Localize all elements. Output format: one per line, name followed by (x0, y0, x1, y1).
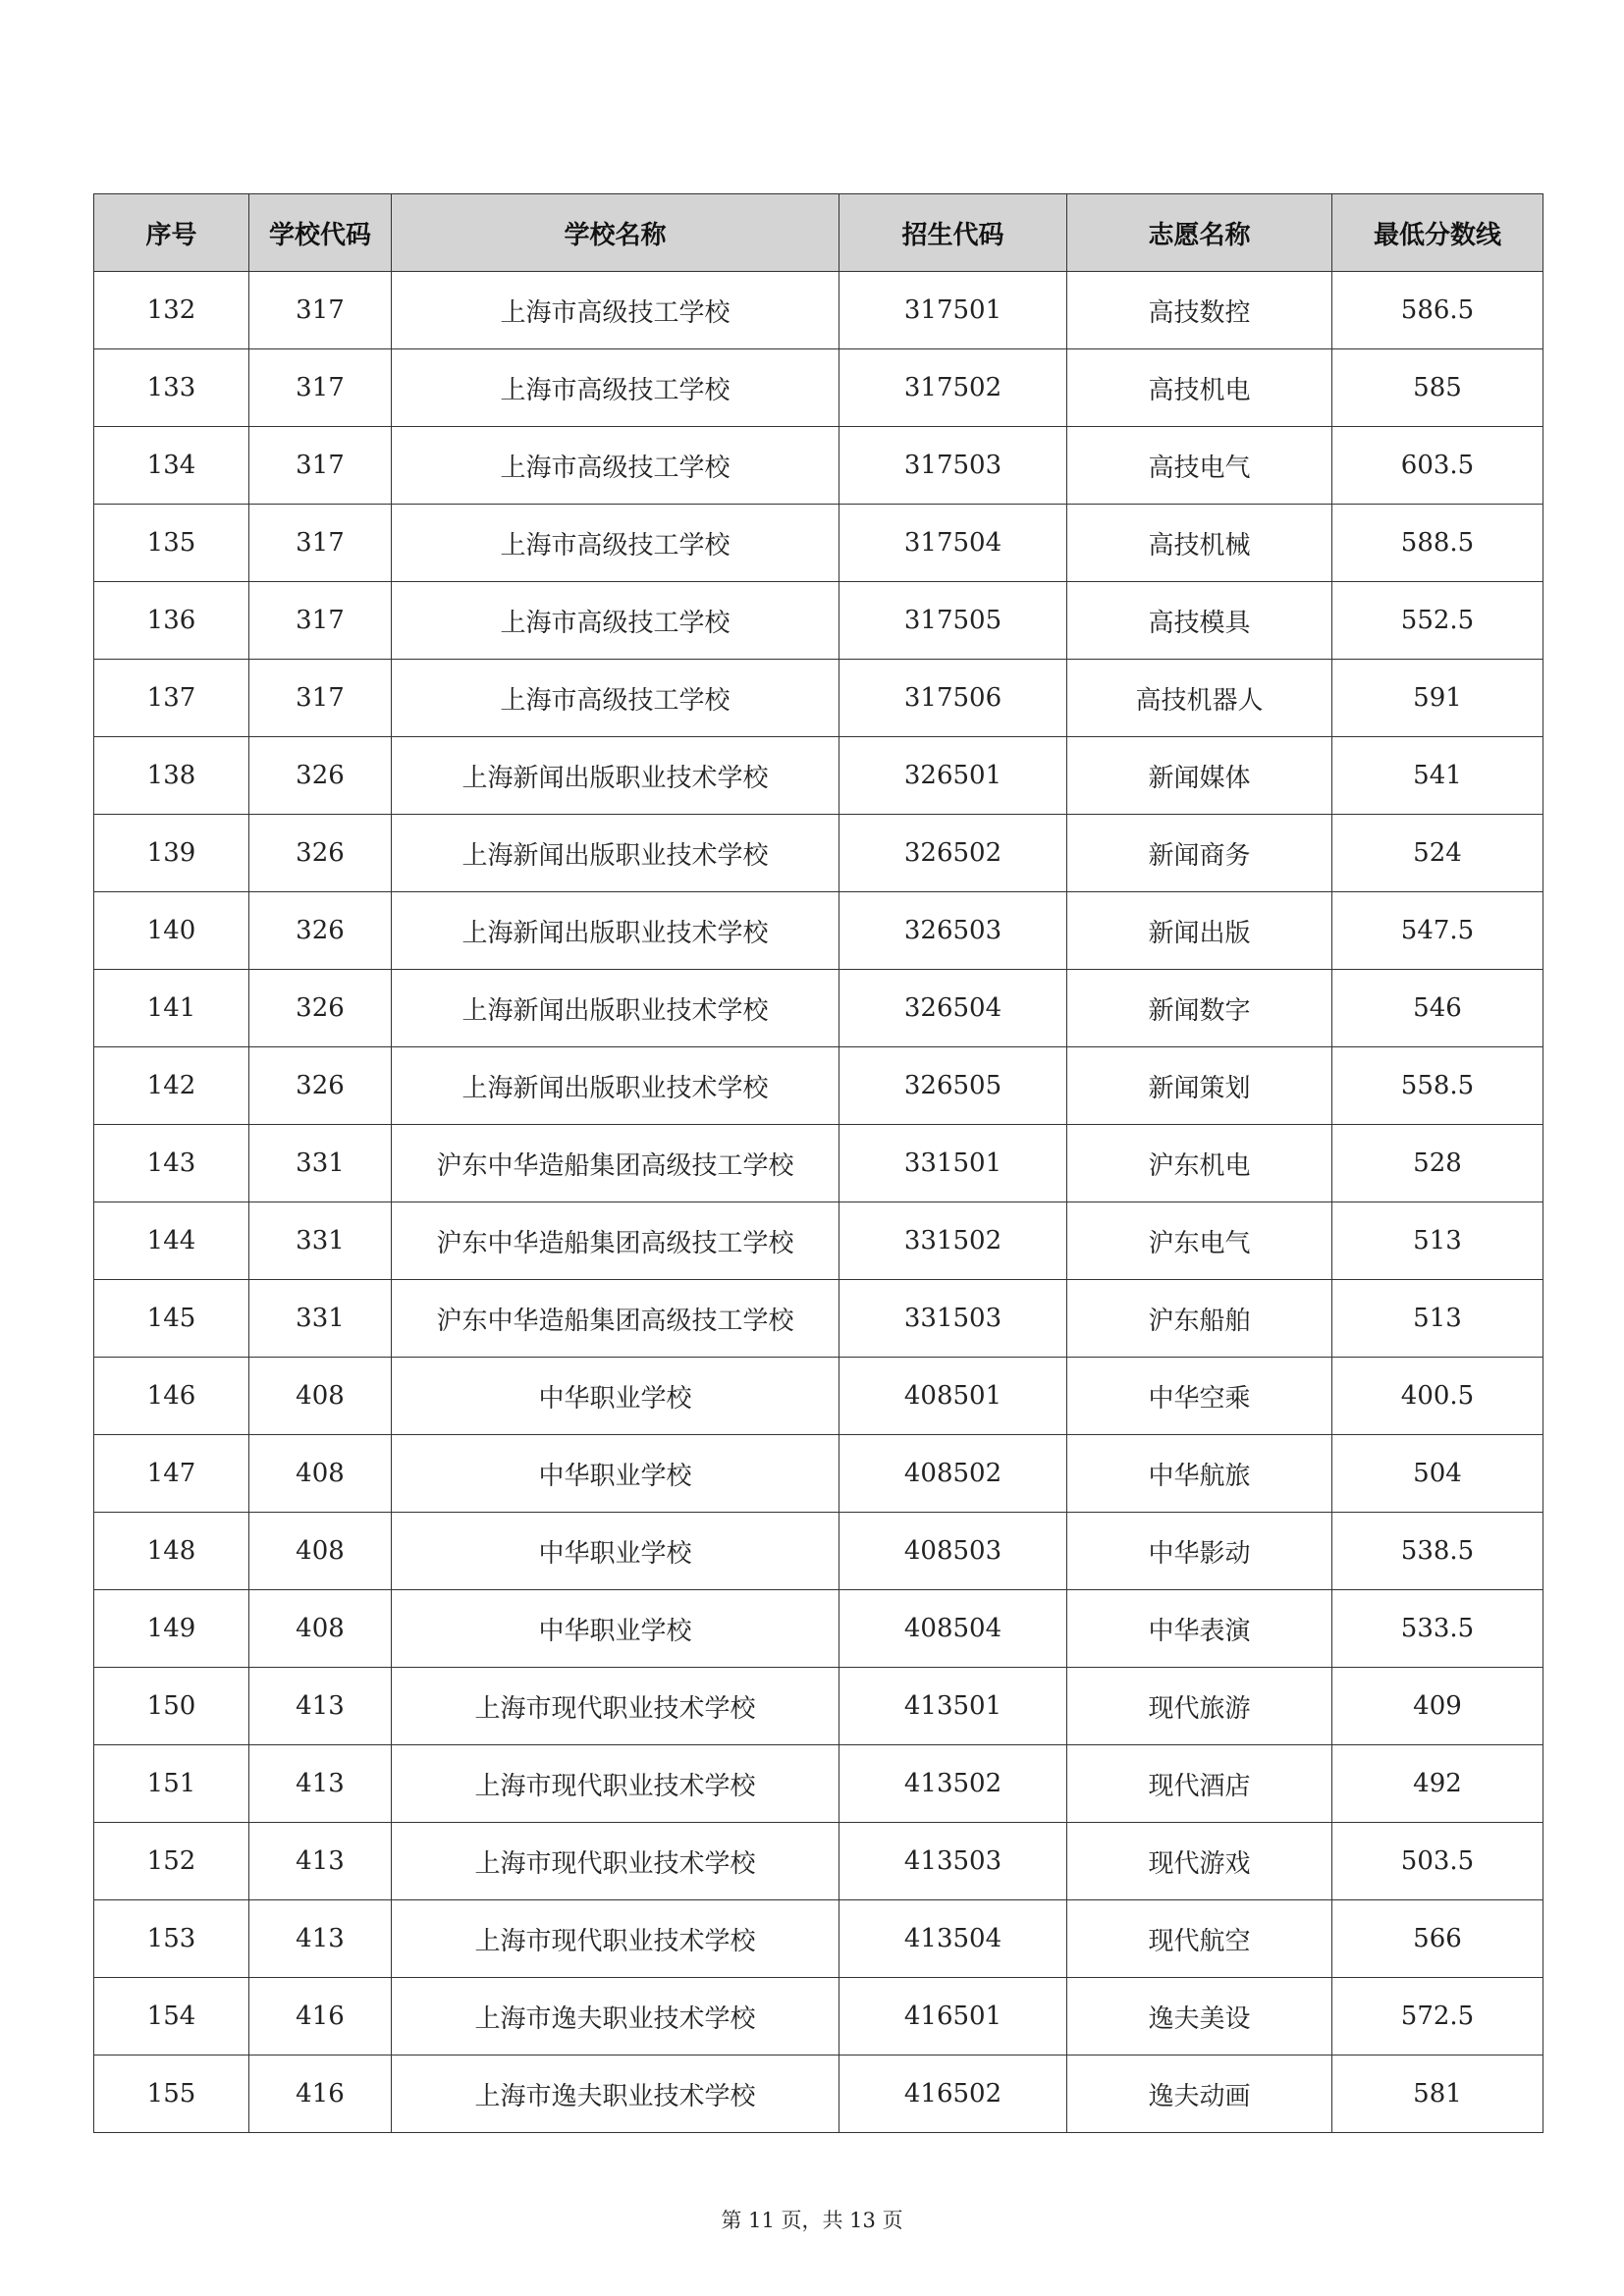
cell-min-score: 533.5 (1332, 1590, 1543, 1668)
cell-school-name: 上海市高级技工学校 (392, 582, 839, 660)
cell-min-score: 541 (1332, 737, 1543, 815)
cell-serial-number: 150 (94, 1668, 249, 1745)
cell-program-name: 新闻数字 (1067, 970, 1332, 1047)
cell-school-name: 上海新闻出版职业技术学校 (392, 815, 839, 892)
cell-min-score: 538.5 (1332, 1513, 1543, 1590)
cell-min-score: 547.5 (1332, 892, 1543, 970)
table-row (94, 1358, 1543, 1435)
cell-min-score: 546 (1332, 970, 1543, 1047)
cell-school-name: 上海新闻出版职业技术学校 (392, 737, 839, 815)
cell-school-name: 上海新闻出版职业技术学校 (392, 892, 839, 970)
table-body (94, 272, 1543, 2133)
cell-enrollment-code: 413501 (839, 1668, 1067, 1745)
cell-school-name: 中华职业学校 (392, 1513, 839, 1590)
cell-program-name: 高技电气 (1067, 427, 1332, 505)
cell-min-score: 552.5 (1332, 582, 1543, 660)
score-table (93, 193, 1543, 2133)
cell-school-name: 上海市高级技工学校 (392, 272, 839, 349)
cell-school-name: 上海市现代职业技术学校 (392, 1823, 839, 1900)
cell-min-score: 513 (1332, 1202, 1543, 1280)
cell-school-code: 326 (249, 815, 392, 892)
cell-min-score: 586.5 (1332, 272, 1543, 349)
cell-school-name: 上海市高级技工学校 (392, 660, 839, 737)
table-row (94, 660, 1543, 737)
table-row (94, 427, 1543, 505)
cell-school-code: 413 (249, 1745, 392, 1823)
table-row (94, 1900, 1543, 1978)
cell-program-name: 新闻商务 (1067, 815, 1332, 892)
table-row (94, 582, 1543, 660)
table-row (94, 1745, 1543, 1823)
cell-serial-number: 139 (94, 815, 249, 892)
cell-school-name: 沪东中华造船集团高级技工学校 (392, 1202, 839, 1280)
table-row (94, 1125, 1543, 1202)
cell-serial-number: 153 (94, 1900, 249, 1978)
cell-min-score: 409 (1332, 1668, 1543, 1745)
cell-serial-number: 132 (94, 272, 249, 349)
cell-school-code: 413 (249, 1823, 392, 1900)
cell-enrollment-code: 317504 (839, 505, 1067, 582)
cell-enrollment-code: 326501 (839, 737, 1067, 815)
cell-school-name: 上海新闻出版职业技术学校 (392, 970, 839, 1047)
cell-program-name: 沪东机电 (1067, 1125, 1332, 1202)
cell-enrollment-code: 408503 (839, 1513, 1067, 1590)
cell-program-name: 新闻策划 (1067, 1047, 1332, 1125)
cell-school-code: 326 (249, 737, 392, 815)
cell-min-score: 572.5 (1332, 1978, 1543, 2056)
cell-min-score: 585 (1332, 349, 1543, 427)
cell-program-name: 中华航旅 (1067, 1435, 1332, 1513)
header-program-name: 志愿名称 (1067, 194, 1332, 272)
cell-school-name: 上海市逸夫职业技术学校 (392, 1978, 839, 2056)
table-row (94, 1978, 1543, 2056)
header-row (94, 194, 1543, 272)
cell-school-code: 416 (249, 1978, 392, 2056)
cell-program-name: 现代酒店 (1067, 1745, 1332, 1823)
cell-program-name: 高技机电 (1067, 349, 1332, 427)
cell-school-code: 331 (249, 1280, 392, 1358)
cell-enrollment-code: 413504 (839, 1900, 1067, 1978)
cell-min-score: 400.5 (1332, 1358, 1543, 1435)
table-row (94, 272, 1543, 349)
cell-serial-number: 135 (94, 505, 249, 582)
cell-serial-number: 147 (94, 1435, 249, 1513)
cell-program-name: 高技机械 (1067, 505, 1332, 582)
cell-enrollment-code: 326504 (839, 970, 1067, 1047)
cell-program-name: 中华空乘 (1067, 1358, 1332, 1435)
cell-min-score: 566 (1332, 1900, 1543, 1978)
cell-school-name: 上海市高级技工学校 (392, 427, 839, 505)
cell-serial-number: 138 (94, 737, 249, 815)
cell-min-score: 588.5 (1332, 505, 1543, 582)
cell-school-code: 317 (249, 272, 392, 349)
table-row (94, 815, 1543, 892)
cell-program-name: 中华影动 (1067, 1513, 1332, 1590)
table-row (94, 1202, 1543, 1280)
cell-serial-number: 146 (94, 1358, 249, 1435)
cell-enrollment-code: 317502 (839, 349, 1067, 427)
table-row (94, 505, 1543, 582)
header-serial-number: 序号 (94, 194, 249, 272)
score-table-container (93, 193, 1543, 2133)
cell-program-name: 现代旅游 (1067, 1668, 1332, 1745)
cell-school-code: 408 (249, 1358, 392, 1435)
cell-enrollment-code: 326502 (839, 815, 1067, 892)
cell-program-name: 新闻出版 (1067, 892, 1332, 970)
cell-school-name: 中华职业学校 (392, 1358, 839, 1435)
cell-min-score: 581 (1332, 2056, 1543, 2133)
cell-school-code: 331 (249, 1202, 392, 1280)
cell-school-code: 326 (249, 1047, 392, 1125)
table-row (94, 2056, 1543, 2133)
cell-school-code: 326 (249, 970, 392, 1047)
cell-school-name: 沪东中华造船集团高级技工学校 (392, 1280, 839, 1358)
cell-enrollment-code: 317505 (839, 582, 1067, 660)
cell-enrollment-code: 408504 (839, 1590, 1067, 1668)
cell-school-name: 上海市逸夫职业技术学校 (392, 2056, 839, 2133)
table-row (94, 892, 1543, 970)
table-row (94, 737, 1543, 815)
cell-min-score: 503.5 (1332, 1823, 1543, 1900)
cell-min-score: 492 (1332, 1745, 1543, 1823)
cell-enrollment-code: 413503 (839, 1823, 1067, 1900)
cell-enrollment-code: 317501 (839, 272, 1067, 349)
cell-serial-number: 142 (94, 1047, 249, 1125)
cell-program-name: 逸夫动画 (1067, 2056, 1332, 2133)
cell-enrollment-code: 416502 (839, 2056, 1067, 2133)
cell-school-name: 中华职业学校 (392, 1435, 839, 1513)
cell-school-code: 408 (249, 1435, 392, 1513)
cell-school-code: 317 (249, 427, 392, 505)
cell-program-name: 沪东船舶 (1067, 1280, 1332, 1358)
cell-serial-number: 140 (94, 892, 249, 970)
cell-serial-number: 134 (94, 427, 249, 505)
cell-serial-number: 148 (94, 1513, 249, 1590)
cell-program-name: 逸夫美设 (1067, 1978, 1332, 2056)
cell-enrollment-code: 408502 (839, 1435, 1067, 1513)
cell-min-score: 603.5 (1332, 427, 1543, 505)
cell-serial-number: 149 (94, 1590, 249, 1668)
cell-enrollment-code: 331501 (839, 1125, 1067, 1202)
cell-min-score: 591 (1332, 660, 1543, 737)
cell-school-name: 上海新闻出版职业技术学校 (392, 1047, 839, 1125)
cell-enrollment-code: 326503 (839, 892, 1067, 970)
header-enrollment-code: 招生代码 (839, 194, 1067, 272)
cell-enrollment-code: 416501 (839, 1978, 1067, 2056)
cell-program-name: 高技模具 (1067, 582, 1332, 660)
cell-serial-number: 152 (94, 1823, 249, 1900)
table-row (94, 1513, 1543, 1590)
cell-program-name: 现代航空 (1067, 1900, 1332, 1978)
cell-min-score: 528 (1332, 1125, 1543, 1202)
cell-program-name: 新闻媒体 (1067, 737, 1332, 815)
header-min-score: 最低分数线 (1332, 194, 1543, 272)
table-row (94, 1435, 1543, 1513)
cell-min-score: 524 (1332, 815, 1543, 892)
cell-school-code: 416 (249, 2056, 392, 2133)
cell-enrollment-code: 413502 (839, 1745, 1067, 1823)
cell-min-score: 558.5 (1332, 1047, 1543, 1125)
cell-program-name: 高技机器人 (1067, 660, 1332, 737)
cell-min-score: 513 (1332, 1280, 1543, 1358)
cell-school-name: 上海市现代职业技术学校 (392, 1745, 839, 1823)
cell-school-code: 413 (249, 1668, 392, 1745)
cell-program-name: 高技数控 (1067, 272, 1332, 349)
table-row (94, 1590, 1543, 1668)
cell-min-score: 504 (1332, 1435, 1543, 1513)
header-school-name: 学校名称 (392, 194, 839, 272)
cell-school-code: 331 (249, 1125, 392, 1202)
cell-program-name: 沪东电气 (1067, 1202, 1332, 1280)
cell-program-name: 中华表演 (1067, 1590, 1332, 1668)
table-row (94, 1668, 1543, 1745)
table-row (94, 1047, 1543, 1125)
cell-serial-number: 155 (94, 2056, 249, 2133)
cell-school-code: 326 (249, 892, 392, 970)
table-row (94, 970, 1543, 1047)
cell-school-code: 317 (249, 349, 392, 427)
cell-serial-number: 154 (94, 1978, 249, 2056)
cell-serial-number: 141 (94, 970, 249, 1047)
cell-serial-number: 144 (94, 1202, 249, 1280)
cell-school-name: 中华职业学校 (392, 1590, 839, 1668)
cell-serial-number: 143 (94, 1125, 249, 1202)
cell-school-code: 317 (249, 660, 392, 737)
cell-serial-number: 136 (94, 582, 249, 660)
cell-serial-number: 145 (94, 1280, 249, 1358)
page-number-footer: 第 11 页，共 13 页 (721, 2209, 903, 2232)
table-row (94, 1823, 1543, 1900)
cell-program-name: 现代游戏 (1067, 1823, 1332, 1900)
cell-school-name: 上海市高级技工学校 (392, 505, 839, 582)
cell-enrollment-code: 317503 (839, 427, 1067, 505)
cell-enrollment-code: 331503 (839, 1280, 1067, 1358)
cell-school-name: 沪东中华造船集团高级技工学校 (392, 1125, 839, 1202)
cell-school-name: 上海市高级技工学校 (392, 349, 839, 427)
cell-school-code: 317 (249, 582, 392, 660)
table-row (94, 1280, 1543, 1358)
cell-enrollment-code: 408501 (839, 1358, 1067, 1435)
cell-school-name: 上海市现代职业技术学校 (392, 1900, 839, 1978)
cell-serial-number: 133 (94, 349, 249, 427)
cell-enrollment-code: 317506 (839, 660, 1067, 737)
cell-serial-number: 137 (94, 660, 249, 737)
cell-enrollment-code: 326505 (839, 1047, 1067, 1125)
cell-school-code: 408 (249, 1513, 392, 1590)
cell-school-name: 上海市现代职业技术学校 (392, 1668, 839, 1745)
cell-school-code: 317 (249, 505, 392, 582)
table-row (94, 349, 1543, 427)
cell-school-code: 408 (249, 1590, 392, 1668)
header-school-code: 学校代码 (249, 194, 392, 272)
cell-enrollment-code: 331502 (839, 1202, 1067, 1280)
table-header (94, 194, 1543, 272)
cell-serial-number: 151 (94, 1745, 249, 1823)
cell-school-code: 413 (249, 1900, 392, 1978)
